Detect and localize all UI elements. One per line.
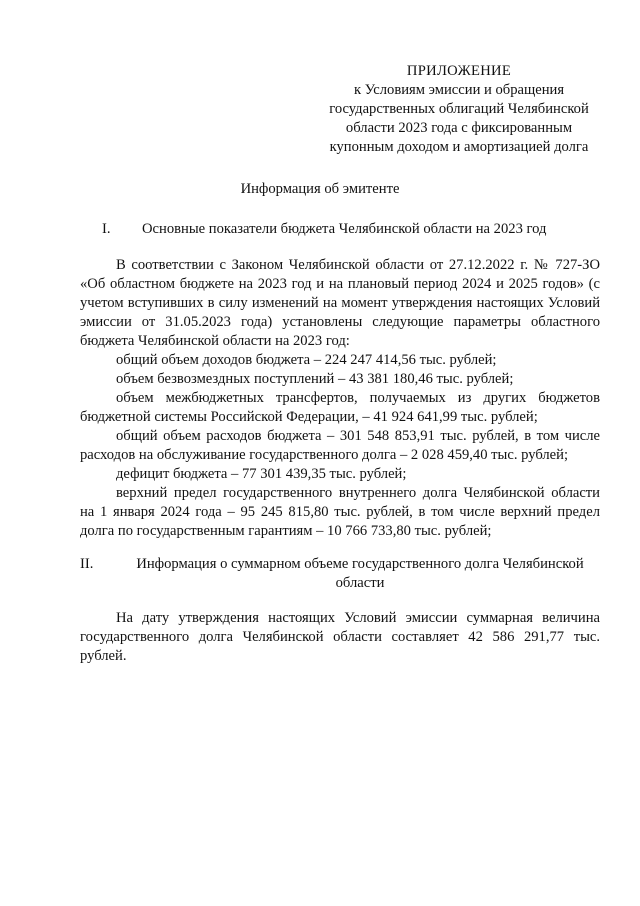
- paragraph-expenses: общий объем расходов бюджета – 301 548 853,91 тыс. рублей, в том числе расходов на обслуживание государственного долга – 2 028 459,40 тыс. рублей;: [80, 428, 600, 463]
- paragraph-total-debt: На дату утверждения настоящих Условий эмиссии суммарная величина государственного долга Челябинской области составляет 42 586 291,77 тыс. рублей.: [80, 610, 600, 664]
- appendix-block: [318, 62, 600, 157]
- paragraph-grants: объем безвозмездных поступлений – 43 381 180,46 тыс. рублей;: [116, 371, 514, 387]
- paragraph-transfers: объем межбюджетных трансфертов, получаемых из других бюджетов бюджетной системы Российской Федерации, – 41 924 641,99 тыс. рублей;: [80, 390, 600, 425]
- appendix-line: области 2023 года с фиксированным: [345, 120, 573, 136]
- section-2-title: Информация о суммарном объеме государственного долга Челябинской области: [136, 556, 584, 591]
- document-title: Информация об эмитенте: [240, 181, 400, 197]
- paragraph-revenue: общий объем доходов бюджета – 224 247 414,56 тыс. рублей;: [116, 352, 497, 368]
- section-2-body: [80, 609, 600, 666]
- paragraph-deficit: дефицит бюджета – 77 301 439,35 тыс. рублей;: [116, 466, 407, 482]
- appendix-line: к Условиям эмиссии и обращения: [353, 82, 565, 98]
- paragraph-debt-limit: верхний предел государственного внутреннего долга Челябинской области на 1 января 2024 года – 95 245 815,80 тыс. рублей, в том числе верхний предел долга по государственным гарантиям – 10 766 733,80 тыс. рублей;: [80, 485, 600, 539]
- section-2-number: II.: [80, 556, 94, 572]
- appendix-line: государственных облигаций Челябинской: [329, 101, 589, 117]
- paragraph-intro: В соответствии с Законом Челябинской области от 27.12.2022 г. № 727-ЗО «Об областном бюджете на 2023 год и на плановый период 2024 и 2025 годов» (с учетом вступивших в силу изменений на момент утверждения настоящих Условий эмиссии от 31.05.2023 года) установлены следующие параметры областного бюджета Челябинской области на 2023 год:: [80, 257, 600, 349]
- appendix-heading: ПРИЛОЖЕНИЕ: [406, 63, 512, 79]
- section-1-body: [80, 256, 600, 541]
- section-1-number: I.: [102, 221, 111, 237]
- appendix-line: купонным доходом и амортизацией долга: [329, 139, 589, 155]
- section-1-title: Основные показатели бюджета Челябинской области на 2023 год: [142, 221, 547, 237]
